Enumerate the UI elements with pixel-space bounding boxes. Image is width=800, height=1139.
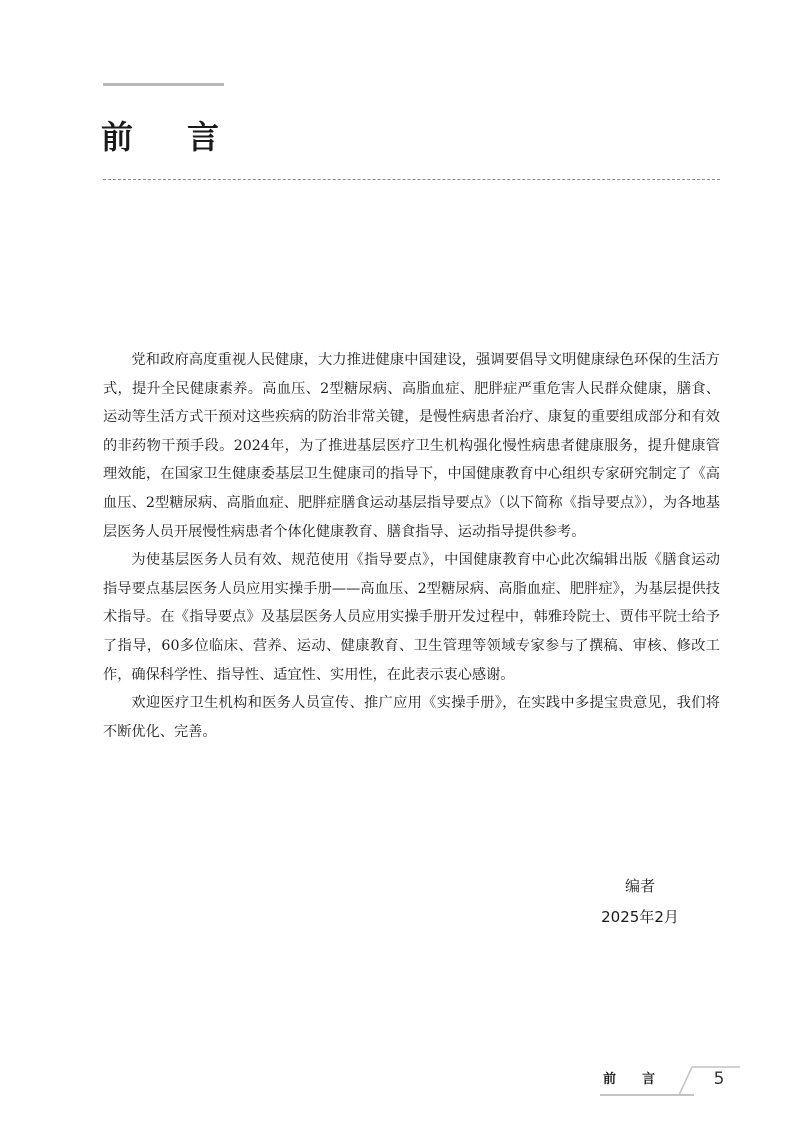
page-number: 5 (713, 1069, 725, 1089)
paragraph: 党和政府高度重视人民健康，大力推进健康中国建设，强调要倡导文明健康绿色环保的生活方式，提升全民健康素养。高血压、2型糖尿病、高脂血症、肥胖症严重危害人民群众健康，膳食、运动等生活方式干预对这些疾病的防治非常关键，是慢性病患者治疗、康复的重要组成部分和有效的非药物干预手段。2024年，为了推进基层医疗卫生机构强化慢性病患者健康服务，提升健康管理效能，在国家卫生健康委基层卫生健康司的指导下，中国健康教育中心组织专家研究制定了《高血压、2型糖尿病、高脂血症、肥胖症膳食运动基层指导要点》（以下简称《指导要点》），为各地基层医务人员开展慢性病患者个体化健康教育、膳食指导、运动指导提供参考。 (103, 352, 720, 540)
footer-section-title: 前言 (603, 1072, 682, 1087)
paragraph: 为使基层医务人员有效、规范使用《指导要点》，中国健康教育中心此次编辑出版《膳食运动指导要点基层医务人员应用实操手册——高血压、2型糖尿病、高脂血症、肥胖症》，为基层提供技术指导。在《指导要点》及基层医务人员应用实操手册开发过程中，韩雅玲院士、贾伟平院士给予了指导，60多位临床、营养、运动、健康教育、卫生管理等领域专家参与了撰稿、审核、修改工作，确保科学性、指导性、适宜性、实用性，在此表示衷心感谢。 (103, 552, 720, 683)
heading-divider (103, 179, 720, 180)
page-title: 前言 (101, 118, 274, 156)
heading-accent-rule (103, 83, 224, 86)
paragraph: 欢迎医疗卫生机构和医务人员宣传、推广应用《实操手册》，在实践中多提宝贵意见，我们将不断优化、完善。 (103, 695, 720, 740)
signature-editor: 编者 (624, 877, 655, 895)
preface-body (103, 346, 720, 746)
footer-rule (600, 1094, 694, 1096)
signature-date: 2025年2月 (601, 908, 679, 926)
